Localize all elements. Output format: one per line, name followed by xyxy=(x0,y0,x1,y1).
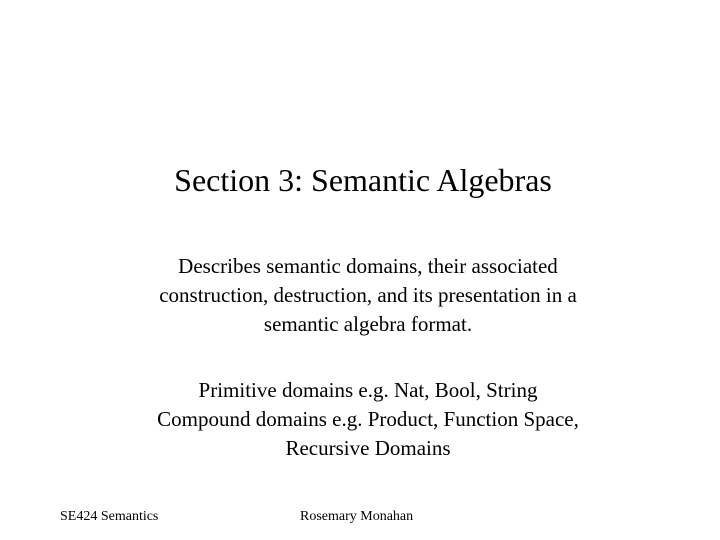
footer-author: Rosemary Monahan xyxy=(300,509,414,524)
domains-paragraph xyxy=(0,376,720,463)
domains-line: Recursive Domains xyxy=(285,436,451,460)
domains-line: Primitive domains e.g. Nat, Bool, String xyxy=(198,378,538,402)
slide-title: Section 3: Semantic Algebras xyxy=(174,162,552,198)
description-line: construction, destruction, and its presentation in a xyxy=(159,283,577,307)
domains-line: Compound domains e.g. Product, Function Space, xyxy=(157,407,579,431)
footer-course: SE424 Semantics xyxy=(60,509,159,524)
description-line: Describes semantic domains, their associated xyxy=(178,254,558,278)
description-line: semantic algebra format. xyxy=(263,312,473,336)
description-paragraph xyxy=(0,252,720,339)
